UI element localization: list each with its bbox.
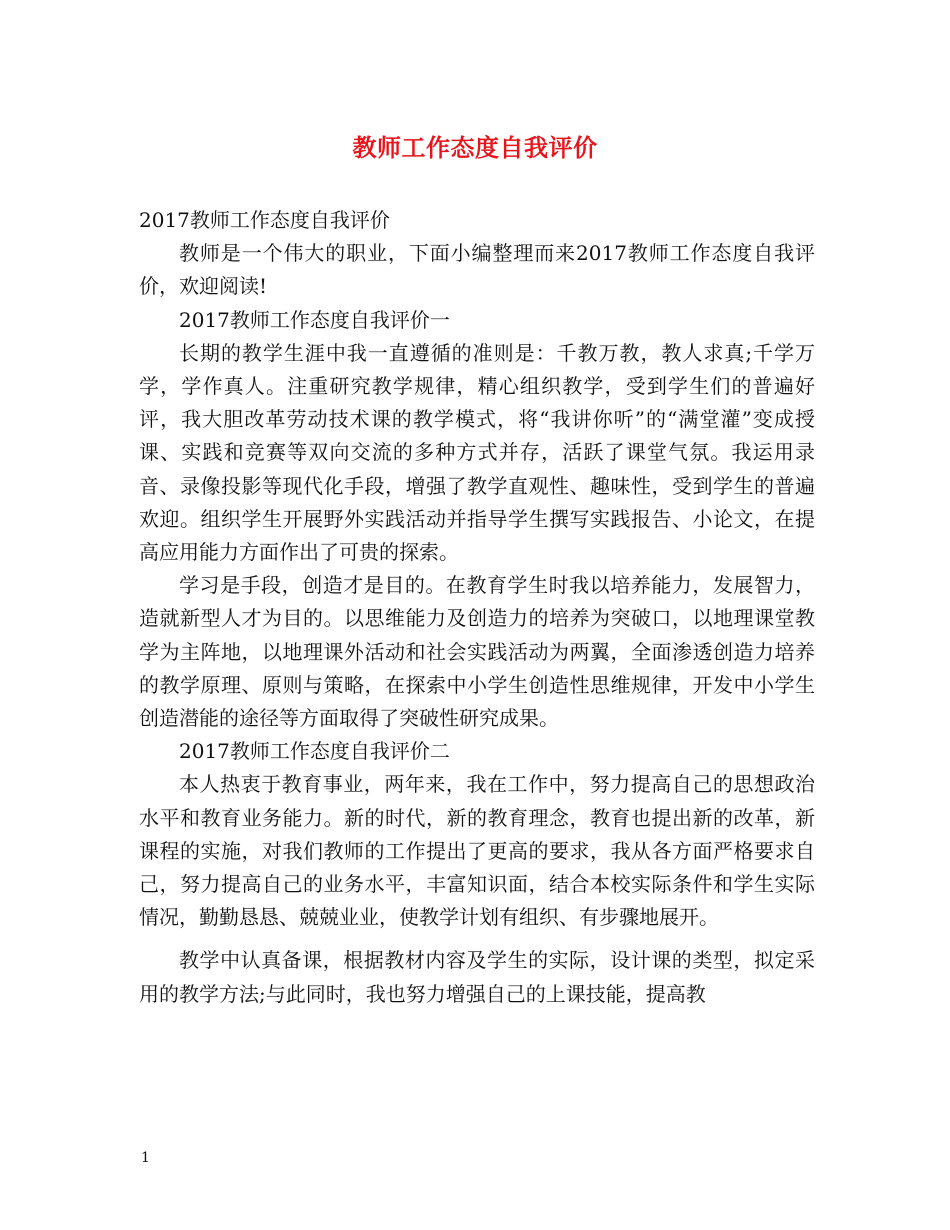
body-paragraph: 长期的教学生涯中我一直遵循的准则是：千教万教，教人求真;千学万学，学作真人。注重研究教学规律，精心组织教学，受到学生们的普遍好评，我大胆改革劳动技术课的教学模式，将“我讲你听”的“满堂灌”变成授课、实践和竞赛等双向交流的多种方式并存，活跃了课堂气氛。我运用录音、录像投影等现代化手段，增强了教学直观性、趣味性，受到学生的普遍欢迎。组织学生开展野外实践活动并指导学生撰写实践报告、小论文，在提高应用能力方面作出了可贵的探索。	[139, 340, 815, 565]
body-paragraph: 教学中认真备课，根据教材内容及学生的实际，设计课的类型，拟定采用的教学方法;与此同时，我也努力增强自己的上课技能，提高教	[139, 948, 815, 1006]
body-paragraph: 学习是手段，创造才是目的。在教育学生时我以培养能力，发展智力，造就新型人才为目的。以思维能力及创造力的培养为突破口，以地理课堂教学为主阵地，以地理课外活动和社会实践活动为两翼，全面渗透创造力培养的教学原理、原则与策略，在探索中小学生创造性思维规律，开发中小学生创造潜能的途径等方面取得了突破性研究成果。	[139, 573, 815, 731]
page-number: 1	[141, 1150, 150, 1166]
document-title: 教师工作态度自我评价	[352, 133, 598, 162]
document-body	[139, 204, 815, 1011]
section-heading-two: 2017教师工作态度自我评价二	[179, 739, 450, 764]
intro-paragraph: 教师是一个伟大的职业，下面小编整理而来2017教师工作态度自我评价，欢迎阅读!	[139, 241, 815, 299]
body-paragraph: 本人热衷于教育事业，两年来，我在工作中，努力提高自己的思想政治水平和教育业务能力。新的时代，新的教育理念，教育也提出新的改革，新课程的实施，对我们教师的工作提出了更高的要求，我从各方面严格要求自己，努力提高自己的业务水平，丰富知识面，结合本校实际条件和学生实际情况，勤勤恳恳、兢兢业业，使教学计划有组织、有步骤地展开。	[139, 772, 815, 930]
subtitle-paragraph: 2017教师工作态度自我评价	[139, 208, 390, 232]
section-heading-one: 2017教师工作态度自我评价一	[179, 307, 450, 332]
